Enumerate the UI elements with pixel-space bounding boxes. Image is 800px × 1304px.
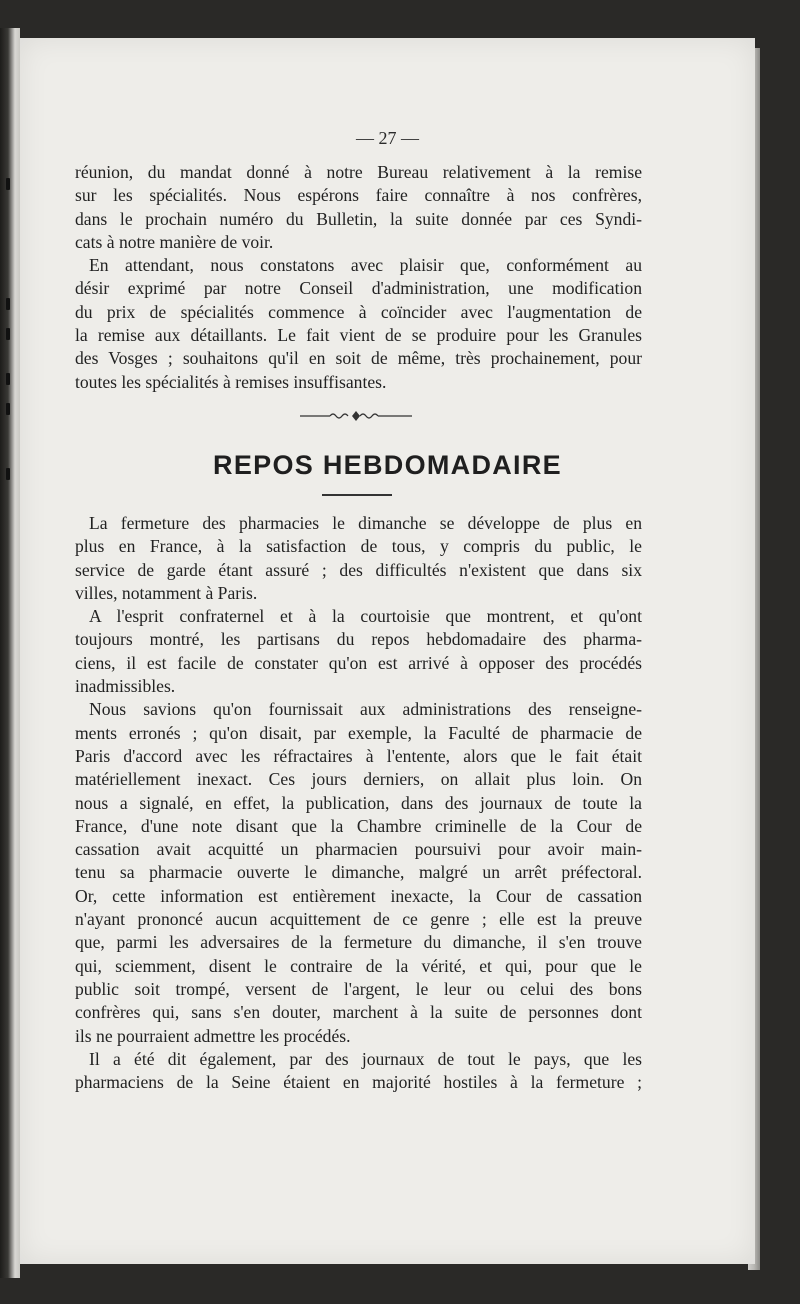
text-line: cats à notre manière de voir. — [75, 231, 274, 252]
edge-mark — [6, 373, 10, 385]
text-line: tenu sa pharmacie ouverte le dimanche, malgré un arrêt préfectoral. — [75, 862, 642, 883]
heading-underline — [322, 494, 392, 496]
text-line: des Vosges ; souhaitons qu'il en soit de même, très prochainement, pour — [75, 348, 642, 369]
ornament-divider-icon — [300, 408, 412, 424]
text-line: Or, cette information est entièrement inexacte, la Cour de cassation — [75, 885, 642, 906]
body-paragraphs — [75, 512, 642, 1094]
text-line: Il a été dit également, par des journaux de tout le pays, que les — [89, 1048, 642, 1069]
text-line: La fermeture des pharmacies le dimanche se développe de plus en — [89, 513, 642, 533]
text-line: confrères qui, sans s'en douter, marchent à la suite de personnes dont — [75, 1002, 642, 1023]
text-line: dans le prochain numéro du Bulletin, la suite donnée par ces Syndi- — [75, 208, 642, 229]
edge-mark — [6, 178, 10, 190]
text-line: n'ayant prononcé aucun acquittement de ce genre ; elle est la preuve — [75, 909, 642, 930]
text-line: la remise aux détaillants. Le fait vient de se produire pour les Granules — [75, 325, 642, 346]
text-line: ments erronés ; qu'on disait, par exemple, la Faculté de pharmacie de — [75, 722, 642, 743]
text-line: inadmissibles. — [75, 676, 176, 697]
text-line: En attendant, nous constatons avec plaisir que, conformément au — [89, 255, 642, 276]
text-line: ciens, il est facile de constater qu'on est arrivé à opposer des procédés — [75, 652, 642, 673]
text-line: matériellement inexact. Ces jours derniers, on allait plus loin. On — [75, 769, 642, 790]
text-line: plus en France, à la satisfaction de tous, y compris du public, le — [75, 536, 642, 557]
text-line: ils ne pourraient admettre les procédés. — [75, 1025, 351, 1046]
text-line: du prix de spécialités commence à coïncider avec l'augmentation de — [75, 301, 642, 322]
page-number: — 27 — — [356, 128, 419, 148]
text-line: A l'esprit confraternel et à la courtoisie que montrent, et qu'ont — [89, 606, 642, 627]
edge-mark — [6, 403, 10, 415]
text-line: pharmaciens de la Seine étaient en majorité hostiles à la fermeture ; — [75, 1072, 642, 1093]
text-line: toujours montré, les partisans du repos hebdomadaire des pharma- — [75, 629, 642, 650]
text-line: cassation avait acquitté un pharmacien poursuivi pour avoir main- — [75, 839, 642, 860]
intro-paragraphs — [75, 161, 642, 394]
text-line: villes, notamment à Paris. — [75, 582, 258, 603]
text-line: service de garde étant assuré ; des difficultés n'existent que dans six — [75, 559, 642, 580]
edge-mark — [6, 328, 10, 340]
text-line: public soit trompé, versent de l'argent, le leur ou celui des bons — [75, 978, 642, 999]
document-page — [20, 38, 755, 1264]
text-line: qui, sciemment, disent le contraire de la vérité, et qui, pour que le — [75, 955, 642, 976]
text-line: Paris d'accord avec les réfractaires à l'entente, alors que le fait était — [75, 745, 642, 766]
text-line: sur les spécialités. Nous espérons faire connaître à nos confrères, — [75, 185, 642, 206]
text-line: désir exprimé par notre Conseil d'administration, une modification — [75, 278, 642, 299]
binding-edge — [0, 28, 20, 1278]
text-line: nous a signalé, en effet, la publication, dans des journaux de toute la — [75, 792, 642, 813]
text-line: réunion, du mandat donné à notre Bureau relativement à la remise — [75, 162, 642, 182]
text-line: Nous savions qu'on fournissait aux administrations des renseigne- — [89, 699, 642, 720]
edge-mark — [6, 298, 10, 310]
section-heading: REPOS HEBDOMADAIRE — [213, 450, 562, 480]
text-line: France, d'une note disant que la Chambre criminelle de la Cour de — [75, 815, 642, 836]
text-line: que, parmi les adversaires de la fermeture du dimanche, il s'en trouve — [75, 932, 642, 953]
text-line: toutes les spécialités à remises insuffisantes. — [75, 371, 387, 392]
edge-mark — [6, 468, 10, 480]
